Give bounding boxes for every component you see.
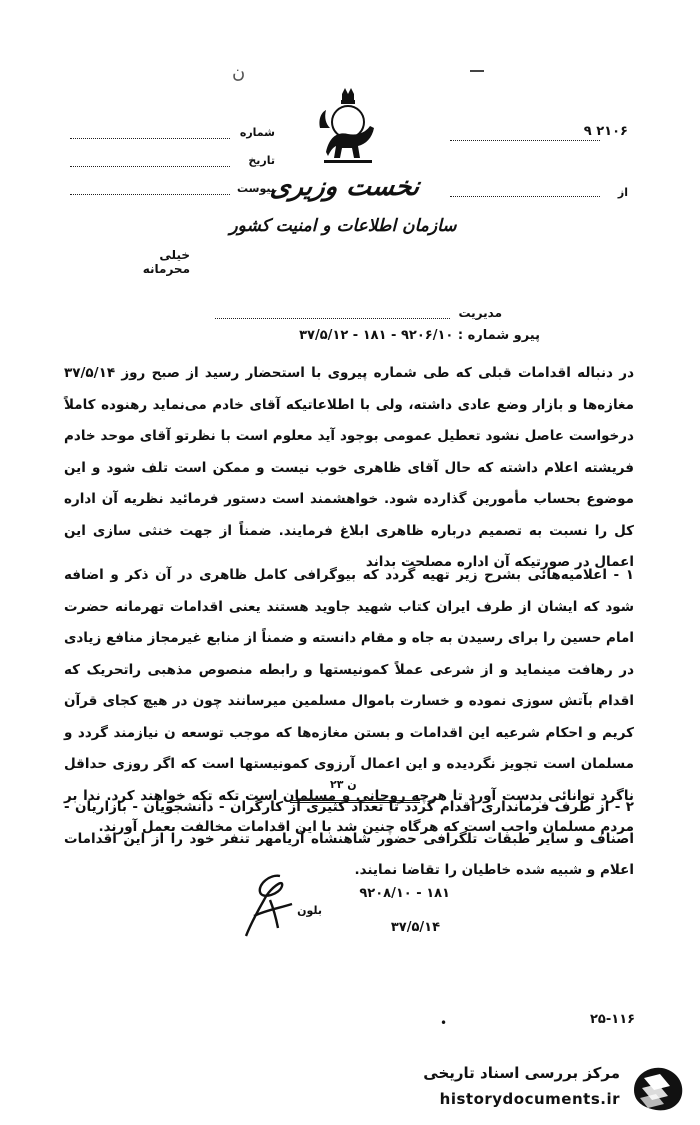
top-handwritten-mark: ن — [232, 62, 246, 83]
reference-number: ۲۱۰۶ ۹ — [583, 124, 628, 139]
from-line — [450, 196, 600, 197]
signature-label: بلون — [297, 904, 322, 917]
body-item-2: ۲ - از طرف فرمانداری اقدام گردد تا تعداد کثیری از کارگران - دانشجویان - بازاریان - اصناف و سایر طبقات تلگرافی حضور شاهنشاه آریامهر تنفر خود را از این اقدامات اعلام و شبیه شده خاطیان را تقاضا نمایند. — [64, 799, 634, 878]
date-field-label: تاریخ — [248, 154, 275, 167]
page-dot: • — [440, 1016, 448, 1030]
header-fields-left — [70, 120, 275, 200]
body-paragraph-1: در دنباله اقدامات قبلی که طی شماره پیروی با استحضار رسید از صبح روز ۳۷/۵/۱۴ مغازه‌ها و بازار وضع عادی داشته، ولی با اطلاعاتیکه آقای خادم می‌نماید رهنوده کاملاً درخواست عاصل نشود تعطیل عمومی بوجود آید معلوم است با نظرتو آقای موحد خادم فریشته اعلام داشته که حال آقای ظاهری خوب نیست و ممکن است تلف شود و این موضوع بحساب مأمورین گذارده شود. خواهشمند است دستور فرمائید نظریه آن اداره کل را نسبت به تصمیم درباره ظاهری ابلاغ فرمایند. ضمناً از جهت خنثی سازی این اعمال در صورتیکه آن اداره مصلحت بداند — [64, 365, 634, 570]
watermark — [420, 1062, 690, 1118]
number-field-label: شماره — [239, 126, 275, 139]
reference-line — [450, 140, 600, 141]
signature-date: ۳۷/۵/۱۴ — [390, 920, 440, 935]
watermark-title: مرکز بررسی اسناد تاریخی — [423, 1064, 620, 1082]
body-item-1: ۱ - اعلامیه‌هائی بشرح زیر تهیه گردد که بیوگرافی کامل ظاهری در آن ذکر و اضافه شود که ایشان از طرف ایران کتاب شهید جاوید هستند یعنی اقدامات تهرمانه حضرت امام حسین را برای رسیدن به جاه و مقام دانسته و ضمناً از منابع غیرمجاز منافع زیادی در رهافت مینماید و از شرعی عملاً کمونیستها و رابطه منصوص مذهبی راتحریک که اقدام بآتش سوزی نموده و خسارت باموال مسلمین میرسانند چون در هیچ کجای قرآن کریم و احکام شرعیه این اقدامات و بستن مغازه‌ها که موجب توسعه ن نیازمند گردد و مسلمان است تجویز نگردیده و این اعمال آرزوی کمونیستها است که اگر روزی حداقل ناگرد توانائی بدست آورد تا هرچه روحانی و مسلمان است تکه تکه خواهند کرد. ندا بر مردم مسلمان واجب است که هرگاه چنین شد با این اقدامات مخالفت بعمل آورند. — [64, 567, 634, 835]
top-dash-mark — [470, 70, 484, 72]
number-field-line — [70, 138, 230, 139]
letterhead-title: نخست وزیری — [268, 172, 422, 202]
watermark-url: historydocuments.ir — [439, 1090, 620, 1108]
attachment-field-label: پیوست — [237, 182, 275, 195]
from-label: از — [617, 186, 628, 199]
lion-and-sun-emblem-icon — [312, 88, 384, 168]
insert-mark: ۲۳ ن — [330, 778, 357, 791]
watermark-logo-icon — [630, 1064, 686, 1114]
reference-line-text: پیرو شماره : ۹۲۰۶/۱۰ - ۱۸۱ - ۳۷/۵/۱۲ — [299, 328, 540, 343]
attachment-field-line — [70, 194, 230, 195]
letterhead-organization: سازمان اطلاعات و امنیت کشور — [229, 216, 457, 236]
recipient-line — [215, 318, 450, 319]
signature-number: ۱۸۱ - ۹۲۰۸/۱۰ — [359, 886, 450, 901]
document-id: ۲۵-۱۱۶ — [590, 1012, 636, 1027]
recipient-label: مدیریت — [458, 306, 502, 320]
strikethrough-scribble — [290, 800, 420, 811]
classification-label: خیلی محرمانه — [142, 248, 190, 276]
date-field-line — [70, 166, 230, 167]
